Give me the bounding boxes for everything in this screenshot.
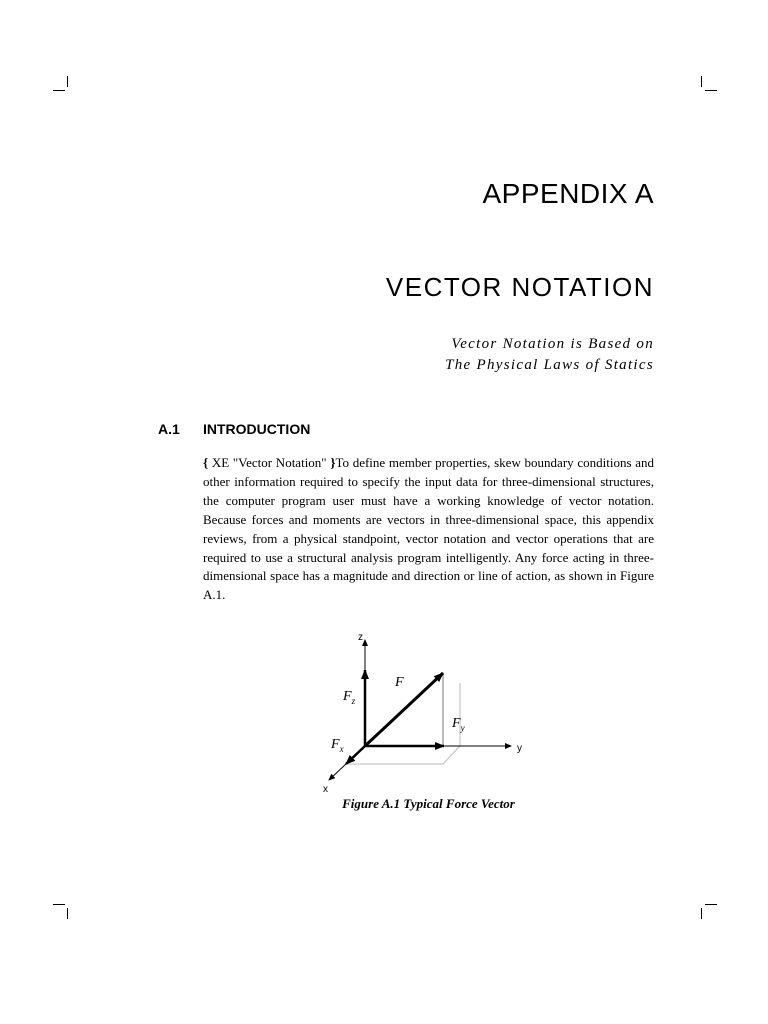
crop-mark-top-left-h	[53, 90, 65, 91]
projection-line	[443, 746, 460, 764]
crop-mark-bottom-left-h	[53, 904, 65, 905]
epigraph-line: The Physical Laws of Statics	[445, 357, 654, 373]
force-vector-resultant	[365, 673, 443, 746]
epigraph-line: Vector Notation is Based on	[451, 336, 654, 352]
chapter-title: VECTOR NOTATION	[385, 272, 654, 302]
force-vector-diagram	[318, 628, 538, 803]
axis-label-x: x	[323, 784, 328, 795]
crop-mark-top-right-v	[701, 76, 702, 87]
force-label-z: $F_z$	[343, 689, 356, 706]
chapter-label: APPENDIX A	[482, 178, 654, 209]
crop-mark-bottom-left-v	[67, 908, 68, 919]
axis-label-y: y	[517, 743, 522, 754]
figure-caption: Figure A.1 Typical Force Vector	[342, 796, 515, 811]
force-vector-x	[346, 746, 365, 764]
axis-label-z: z	[358, 632, 363, 643]
section-number: A.1	[158, 421, 180, 437]
crop-mark-bottom-right-v	[701, 908, 702, 919]
force-label-resultant: F	[395, 675, 404, 690]
body-paragraph	[203, 454, 654, 605]
force-vector-figure	[318, 628, 538, 803]
field-code-text: XE "Vector Notation"	[208, 455, 331, 470]
crop-mark-top-right-h	[705, 90, 717, 91]
epigraph	[445, 334, 654, 376]
force-label-y: $F_y$	[452, 716, 465, 733]
force-label-x: $F_x$	[331, 737, 344, 754]
section-heading: INTRODUCTION	[203, 421, 311, 437]
crop-mark-bottom-right-h	[705, 904, 717, 905]
field-code-open: {	[203, 455, 209, 470]
paragraph-text: To define member properties, skew boundary conditions and other information required to specify the input data for three-dimensional structures, the computer program user must have a working knowledge of vector notation. Because forces and moments are vectors in three-dimensional space, this appendix reviews, from a physical standpoint, vector notation and vector operations that are required to use a structural analysis program intelligently. Any force acting in three-dimensional space has a magnitude and direction or line of action, as shown in Figure A.1.	[203, 455, 654, 603]
field-code-close: }	[330, 455, 336, 470]
crop-mark-top-left-v	[67, 76, 68, 87]
